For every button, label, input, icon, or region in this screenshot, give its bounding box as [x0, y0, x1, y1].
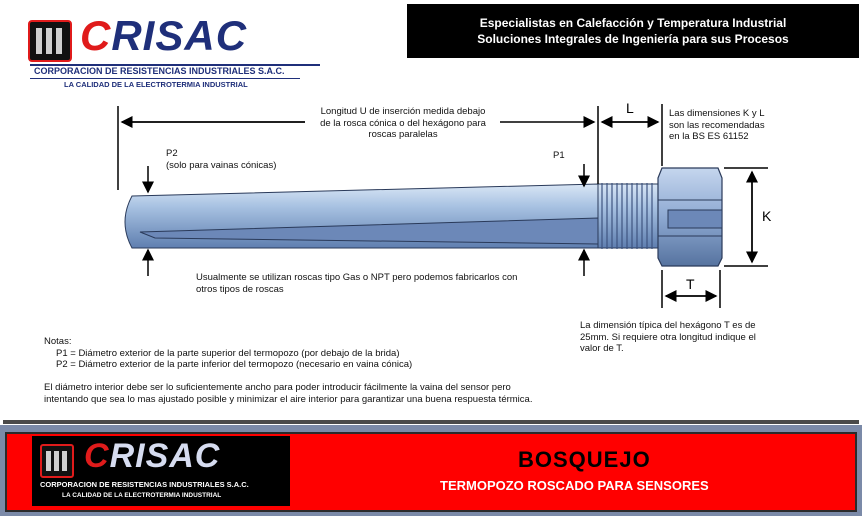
footer-quality-slogan: LA CALIDAD DE LA ELECTROTERMIA INDUSTRIAL	[62, 492, 222, 499]
dimension-k-label: K	[762, 208, 772, 224]
p1-label: P1	[553, 150, 565, 161]
footer-title: BOSQUEJO	[518, 447, 651, 472]
logo-word: RISAC	[111, 12, 248, 59]
corporation-name: CORPORACION DE RESISTENCIAS INDUSTRIALES S.A.C.	[34, 66, 285, 76]
tagline-line-2: Soluciones Integrales de Ingeniería para sus Procesos	[477, 32, 789, 46]
kl-note: Las dimensiones K y L son las recomendadas en la BS ES 61152	[669, 108, 765, 142]
footer-subtitle: TERMOPOZO ROSCADO PARA SENSORES	[440, 478, 709, 493]
footer-corporation-name: CORPORACION DE RESISTENCIAS INDUSTRIALES S.A.C.	[40, 480, 249, 489]
tagline-line-1: Especialistas en Calefacción y Temperatura Industrial	[479, 16, 787, 30]
bore-note: El diámetro interior debe ser lo suficientemente ancho para poder introducir fácilmente la vaina del sensor pero intentando que sea lo mas ajustado posible y minimizar el aire interior para garantizar una buena respuesta térmica.	[44, 382, 533, 405]
logo-letter-c: C	[80, 12, 112, 59]
p2-label: P2 (solo para vainas cónicas)	[166, 148, 277, 171]
dimension-t-label: T	[686, 276, 695, 292]
footer-logo-emblem-icon	[40, 444, 74, 478]
hex-head	[658, 168, 722, 266]
notes-p2: P2 = Diámetro exterior de la parte inferior del termopozo (necesario en vaina cónica)	[56, 359, 413, 370]
thread-section	[598, 183, 658, 249]
footer-logo-letter-c: C	[84, 437, 110, 475]
footer-separator	[3, 420, 859, 424]
notes-block	[44, 336, 412, 371]
u-length-label: Longitud U de inserción medida debajo de la rosca cónica o del hexágono para roscas paralelas	[320, 106, 486, 140]
footer-logo	[32, 436, 290, 506]
hex-note: La dimensión típica del hexágono T es de 25mm. Si requiere otra longitud indique el valor de T.	[580, 320, 756, 354]
notes-title: Notas:	[44, 336, 72, 347]
notes-p1: P1 = Diámetro exterior de la parte superior del termopozo (por debajo de la brida)	[56, 347, 400, 359]
quality-slogan: LA CALIDAD DE LA ELECTROTERMIA INDUSTRIAL	[64, 80, 248, 89]
threads-note: Usualmente se utilizan roscas tipo Gas o NPT pero podemos fabricarlos con otros tipos de roscas	[196, 272, 518, 295]
dimension-l-label: L	[626, 100, 634, 116]
footer-logo-word: RISAC	[109, 437, 221, 475]
